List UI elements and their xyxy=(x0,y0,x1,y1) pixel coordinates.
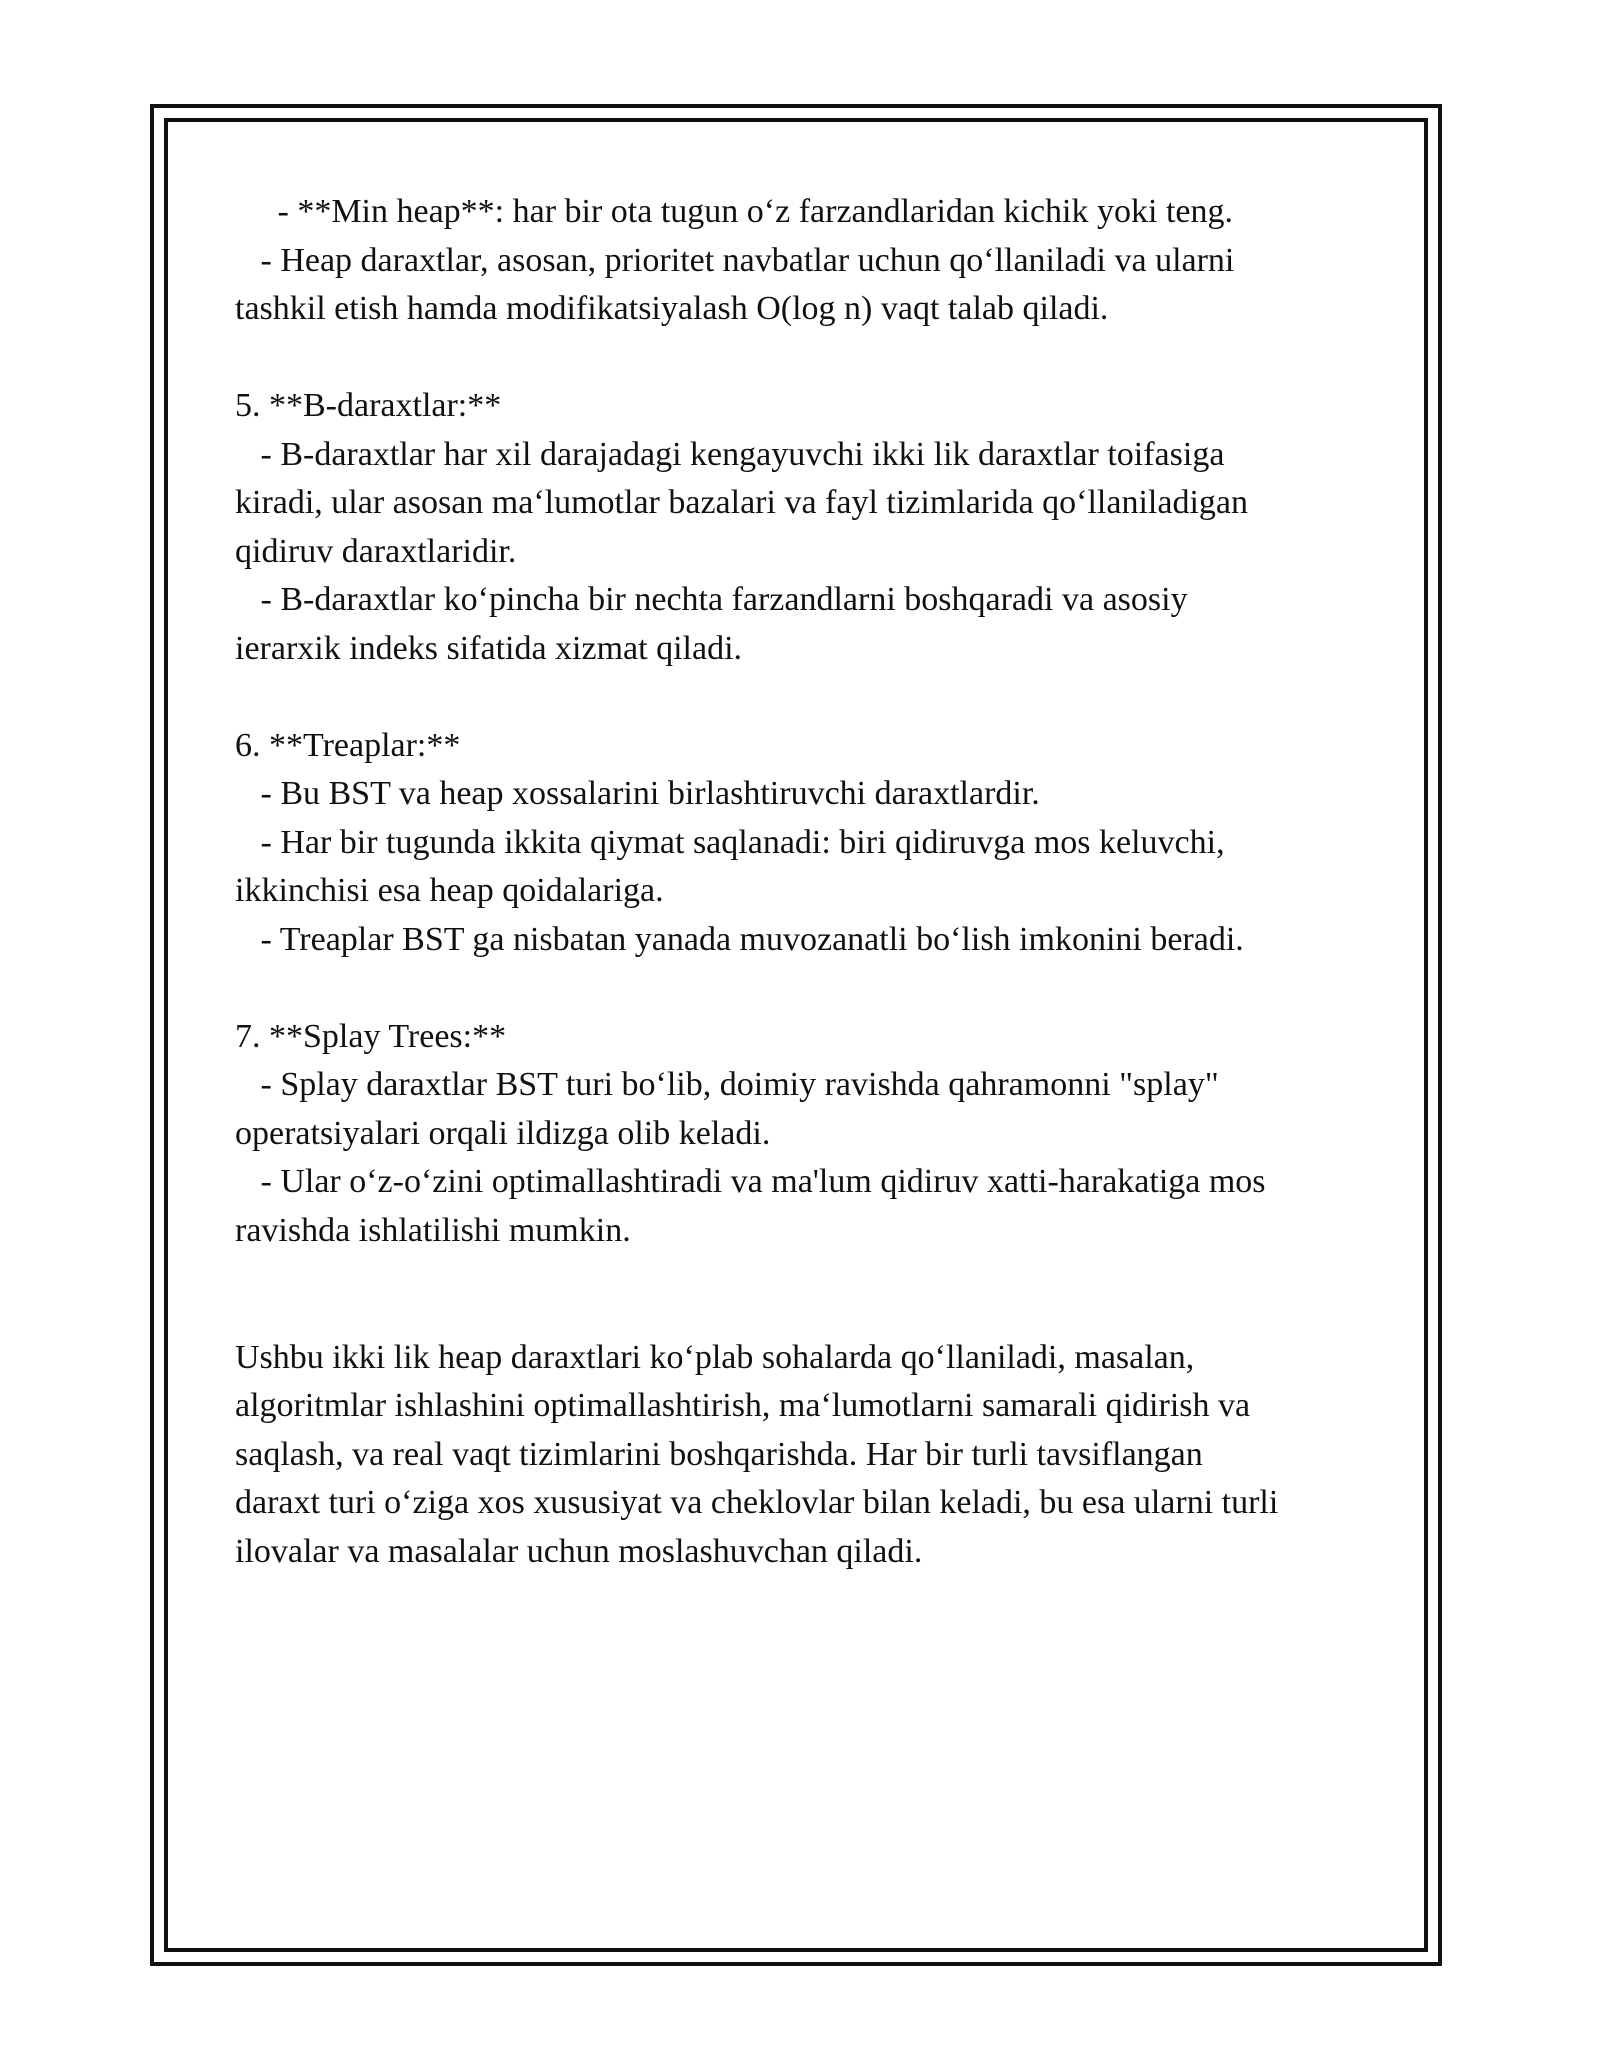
text-line: ikkinchisi esa heap qoidalariga. xyxy=(235,872,664,909)
paragraph-gap xyxy=(235,334,1375,383)
section-heading: 5. **B-daraxtlar:** xyxy=(235,387,502,424)
text-line: - B-daraxtlar ko‘pincha bir nechta farzandlarni boshqaradi va asosiy xyxy=(235,581,1188,618)
treaps-section xyxy=(235,722,1375,965)
text-line: - Treaplar BST ga nisbatan yanada muvozanatli bo‘lish imkonini beradi. xyxy=(235,920,1244,958)
paragraph-gap xyxy=(235,1255,1375,1304)
text-line: - Har bir tugunda ikkita qiymat saqlanadi: biri qidiruvga mos keluvchi, xyxy=(235,823,1225,861)
text-line: ierarxik indeks sifatida xizmat qiladi. xyxy=(235,629,743,667)
paragraph-gap-extra xyxy=(235,1304,1375,1334)
text-line: saqlash, va real vaqt tizimlarini boshqarishda. Har bir turli tavsiflangan xyxy=(235,1435,1203,1473)
b-trees-section xyxy=(235,382,1375,673)
text-line: tashkil etish hamda modifikatsiyalash O(log n) vaqt talab qiladi. xyxy=(235,290,1109,327)
text-line: - B-daraxtlar har xil darajadagi kengayuvchi ikki lik daraxtlar toifasiga xyxy=(235,435,1225,473)
paragraph-gap xyxy=(235,964,1375,1013)
conclusion-paragraph xyxy=(235,1334,1375,1577)
section-heading: 7. **Splay Trees:** xyxy=(235,1017,507,1055)
text-line: - Ular o‘z-o‘zini optimallashtiradi va ma'lum qidiruv xatti-harakatiga mos xyxy=(235,1163,1266,1200)
text-line: operatsiyalari orqali ildizga olib keladi. xyxy=(235,1114,771,1152)
paragraph-gap xyxy=(235,673,1375,722)
text-line: qidiruv daraxtlaridir. xyxy=(235,532,517,570)
text-line: - **Min heap**: har bir ota tugun o‘z farzandlaridan kichik yoki teng. xyxy=(235,193,1233,230)
document-body xyxy=(235,188,1375,1576)
text-line: ravishda ishlatilishi mumkin. xyxy=(235,1211,631,1249)
text-line: - Heap daraxtlar, asosan, prioritet navbatlar uchun qo‘llaniladi va ularni xyxy=(235,241,1235,279)
text-line: - Bu BST va heap xossalarini birlashtiruvchi daraxtlardir. xyxy=(235,775,1040,812)
text-line: Ushbu ikki lik heap daraxtlari ko‘plab sohalarda qo‘llaniladi, masalan, xyxy=(235,1338,1195,1376)
splay-trees-section xyxy=(235,1013,1375,1256)
text-line: - Splay daraxtlar BST turi bo‘lib, doimiy ravishda qahramonni "splay" xyxy=(235,1066,1219,1103)
text-line: ilovalar va masalalar uchun moslashuvchan qiladi. xyxy=(235,1532,923,1570)
text-line: algoritmlar ishlashini optimallashtirish, ma‘lumotlarni samarali qidirish va xyxy=(235,1387,1251,1424)
text-line: daraxt turi o‘ziga xos xususiyat va cheklovlar bilan keladi, bu esa ularni turli xyxy=(235,1484,1279,1521)
text-line: kiradi, ular asosan ma‘lumotlar bazalari va fayl tizimlarida qo‘llaniladigan xyxy=(235,484,1248,521)
heap-continuation-block xyxy=(235,188,1375,334)
section-heading: 6. **Treaplar:** xyxy=(235,726,461,764)
